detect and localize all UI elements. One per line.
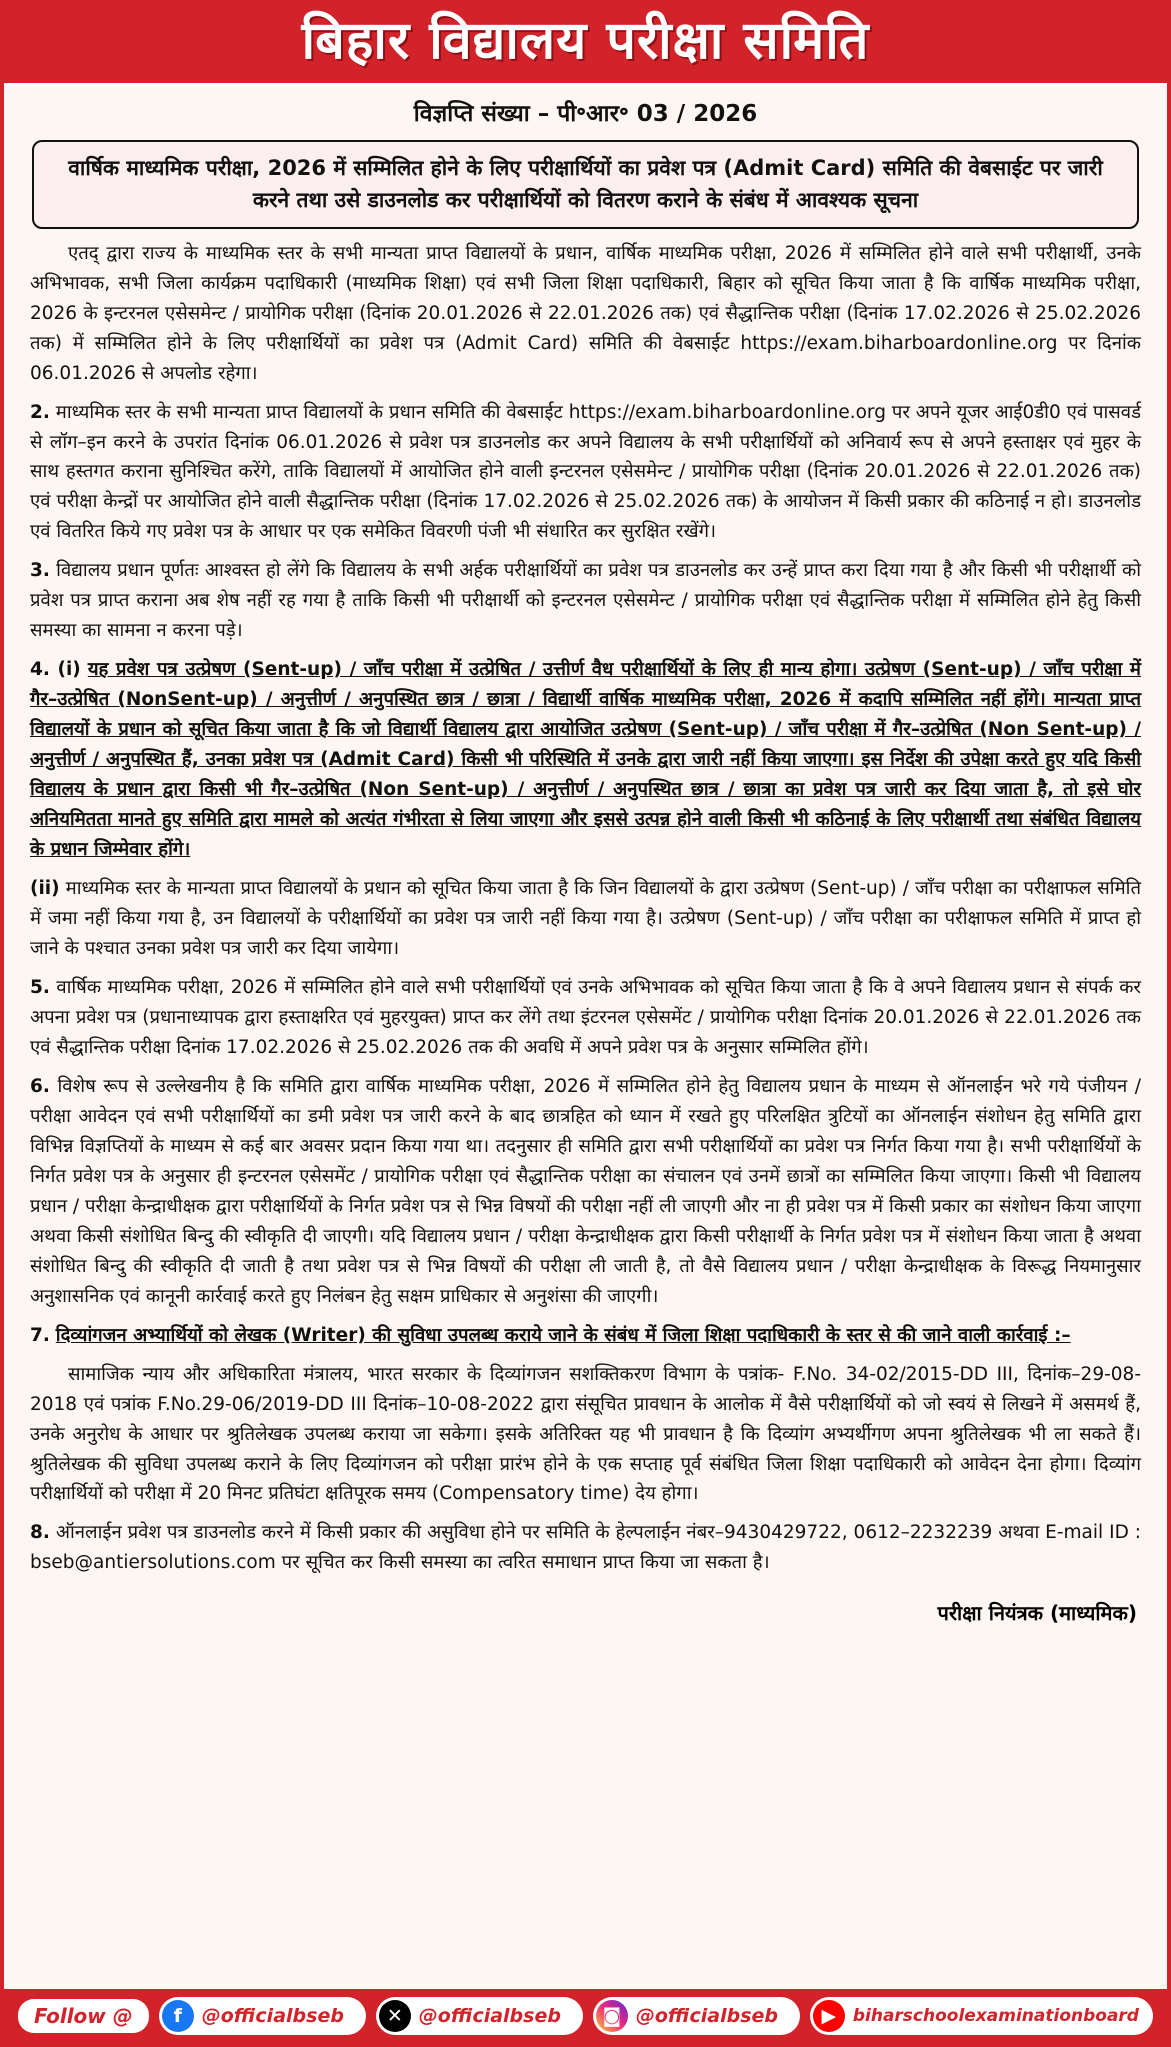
- notice-number: विज्ञप्ति संख्या – पी॰आर॰ 03 / 2026: [413, 100, 758, 127]
- header-banner: [4, 4, 1167, 86]
- paragraph-6-number: 6.: [30, 1075, 50, 1097]
- paragraph-7-text: दिव्यांगजन अभ्यार्थियों को लेखक (Writer) की सुविधा उपलब्ध कराये जाने के संबंध में जिला शिक्षा पदाधिकारी के स्तर से की जाने वाली कार्रवाई :–: [55, 1324, 1071, 1346]
- paragraph-4ii: [30, 874, 1141, 964]
- facebook-handle: @officialbseb: [201, 2005, 344, 2027]
- paragraph-3: [30, 556, 1141, 646]
- paragraph-8-number: 8.: [30, 1522, 50, 1544]
- paragraph-6: [30, 1072, 1141, 1312]
- facebook-icon: f: [162, 2000, 194, 2032]
- paragraph-7-detail: सामाजिक न्याय और अधिकारिता मंत्रालय, भारत सरकार के दिव्यांगजन सशक्तिकरण विभाग के पत्रांक- F.No. 34-02/2015-DD III, दिनांक–29-08-2018 एवं पत्रांक F.No.29-06/2019-DD III दिनांक–10-08-2022 द्वारा संसूचित प्रावधान के आलोक में वैसे परीक्षार्थियों को जो स्वयं से लिखने में असमर्थ हैं, उनके अनुरोध के आधार पर श्रुतिलेखक उपलब्ध कराया जा सकेगा। इसके अतिरिक्त यह भी प्रावधान है कि दिव्यांग अभ्यर्थीगण अपना श्रुतिलेखक भी ला सकते हैं। श्रुतिलेखक की सुविधा उपलब्ध कराने के लिए दिव्यांगजन को परीक्षा प्रारंभ होने के एक सप्ताह पूर्व संबंधित जिला शिक्षा पदाधिकारी को आवेदन देना होगा। दिव्यांग परीक्षार्थियों को परीक्षा में 20 मिनट प्रतिघंटा क्षतिपूरक समय (Compensatory time) देय होगा।: [30, 1363, 1141, 1505]
- youtube-handle: biharschoolexaminationboard: [852, 2006, 1139, 2026]
- paragraph-4-number: 4. (i): [30, 659, 81, 681]
- paragraph-4ii-text: माध्यमिक स्तर के मान्यता प्राप्त विद्यालयों के प्रधान को सूचित किया जाता है कि जिन विद्यालयों के द्वारा उत्प्रेषण (Sent-up) / जाँच परीक्षा का परीक्षाफल समिति में जमा नहीं किया गया है, उन विद्यालयों के परीक्षार्थियों का प्रवेश पत्र जारी नहीं किया गया है। उत्प्रेषण (Sent-up) / जाँच परीक्षा का परीक्षाफल समिति में प्राप्त हो जाने के पश्चात उनका प्रवेश पत्र जारी कर दिया जायेगा।: [30, 878, 1141, 959]
- social-x-twitter[interactable]: [376, 1997, 583, 2035]
- paragraph-2-number: 2.: [30, 401, 50, 423]
- paragraph-6-text: विशेष रूप से उल्लेखनीय है कि समिति द्वारा वार्षिक माध्यमिक परीक्षा, 2026 में सम्मिलित होने हेतु विद्यालय प्रधान के माध्यम से ऑनलाईन भरे गये पंजीयन / परीक्षा आवेदन एवं सभी परीक्षार्थियों का डमी प्रवेश पत्र जारी करने के बाद छात्रहित को ध्यान में रखते हुए परिलक्षित त्रुटियों का ऑनलाईन संशोधन हेतु समिति द्वारा विभिन्न विज्ञप्तियों के माध्यम से कई बार अवसर प्रदान किया गया था। तदनुसार ही समिति द्वारा सभी परीक्षार्थियों का प्रवेश पत्र निर्गत किया गया है। सभी परीक्षार्थियों के निर्गत प्रवेश पत्र के अनुसार ही इन्टरनल एसेसमेंट / प्रायोगिक परीक्षा एवं सैद्धान्तिक परीक्षा का संचालन एवं उनमें छात्रों का सम्मिलित किया जाएगा। किसी भी विद्यालय प्रधान / परीक्षा केन्द्राधीक्षक द्वारा परीक्षार्थियों के निर्गत प्रवेश पत्र से भिन्न विषयों की परीक्षा नहीं ली जाएगी और ना ही प्रवेश पत्र में किसी प्रकार का संशोधन किया जाएगा अथवा किसी संशोधित बिन्दु की स्वीकृति दी जाएगी। यदि विद्यालय प्रधान / परीक्षा केन्द्राधीक्षक द्वारा किसी परीक्षार्थी के निर्गत प्रवेश पत्र में संशोधन किया जाता है अथवा संशोधित बिन्दु की स्वीकृति दी जाती है तथा प्रवेश पत्र से भिन्न विषयों की परीक्षा ली जाती है, तो वैसे विद्यालय प्रधान / परीक्षा केन्द्राधीक्षक के विरूद्ध नियमानुसार अनुशासनिक एवं कानूनी कार्रवाई करते हुए निलंबन हेतु सक्षम प्राधिकार से अनुशंसा की जाएगी।: [30, 1075, 1141, 1307]
- instagram-icon: ◙: [596, 2000, 628, 2032]
- paragraph-8-text: ऑनलाईन प्रवेश पत्र डाउनलोड करने में किसी प्रकार की असुविधा होने पर समिति के हेल्पलाईन नंबर–9430429722, 0612–2232239 अथवा E-mail ID : bseb@antiersolutions.com पर सूचित कर किसी समस्या का त्वरित समाधान प्राप्त किया जा सकता है।: [30, 1522, 1141, 1574]
- social-youtube[interactable]: [810, 1997, 1153, 2035]
- paragraph-2-text: माध्यमिक स्तर के सभी मान्यता प्राप्त विद्यालयों के प्रधान समिति की वेबसाईट https://exam.biharboardonline.org पर अपने यूजर आई0डी0 एवं पासवर्ड से लॉग–इन करने के उपरांत दिनांक 06.01.2026 से प्रवेश पत्र डाउनलोड कर अपने विद्यालय के सभी परीक्षार्थियों को अनिवार्य रूप से अपने हस्ताक्षर एवं मुहर के साथ हस्तगत कराना सुनिश्चित करेंगे, ताकि विद्यालयों में आयोजित होने वाली इन्टरनल एसेसमेन्ट / प्रायोगिक परीक्षा (दिनांक 20.01.2026 से 22.01.2026 तक) एवं परीक्षा केन्द्रों पर आयोजित होने वाली सैद्धान्तिक परीक्षा (दिनांक 17.02.2026 से 25.02.2026 तक) के आयोजन में किसी प्रकार की कठिनाई न हो। डाउनलोड एवं वितरित किये गए प्रवेश पत्र के आधार पर एक समेकित विवरणी पंजी भी संधारित कर सुरक्षित रखेंगे।: [30, 401, 1141, 543]
- notice-body: [4, 239, 1167, 1594]
- paragraph-1: एतद् द्वारा राज्य के माध्यमिक स्तर के सभी मान्यता प्राप्त विद्यालयों के प्रधान, वार्षिक माध्यमिक परीक्षा, 2026 में सम्मिलित होने वाले सभी परीक्षार्थी, उनके अभिभावक, सभी जिला कार्यक्रम पदाधिकारी (माध्यमिक शिक्षा) एवं सभी जिला शिक्षा पदाधिकारी, बिहार को सूचित किया जाता है कि वार्षिक माध्यमिक परीक्षा, 2026 के इन्टरनल एसेसमेन्ट / प्रायोगिक परीक्षा (दिनांक 20.01.2026 से 22.01.2026 तक) एवं सैद्धान्तिक परीक्षा (दिनांक 17.02.2026 से 25.02.2026 तक) में सम्मिलित होने के लिए परीक्षार्थियों का प्रवेश पत्र (Admit Card) समिति की वेबसाईट https://exam.biharboardonline.org पर दिनांक 06.01.2026 से अपलोड रहेगा।: [30, 242, 1142, 384]
- paragraph-2: [30, 398, 1141, 548]
- youtube-icon: ▶: [813, 2000, 845, 2032]
- social-footer: [4, 1989, 1167, 2043]
- instagram-handle: @officialbseb: [635, 2005, 778, 2027]
- x-twitter-handle: @officialbseb: [418, 2005, 561, 2027]
- social-facebook[interactable]: [159, 1997, 366, 2035]
- paragraph-5: [30, 973, 1141, 1063]
- paragraph-4: [30, 655, 1141, 865]
- paragraph-4-text: यह प्रवेश पत्र उत्प्रेषण (Sent-up) / जाँच परीक्षा में उत्प्रेषित / उत्तीर्ण वैध परीक्षार्थियों के लिए ही मान्य होगा। उत्प्रेषण (Sent-up) / जाँच परीक्षा में गैर–उत्प्रेषित (NonSent-up) / अनुत्तीर्ण / अनुपस्थित छात्र / छात्रा / विद्यार्थी वार्षिक माध्यमिक परीक्षा, 2026 में कदापि सम्मिलित नहीं होंगे। मान्यता प्राप्त विद्यालयों के प्रधान को सूचित किया जाता है कि जो विद्यार्थी विद्यालय द्वारा आयोजित उत्प्रेषण (Sent-up) / जाँच परीक्षा में गैर–उत्प्रेषित (Non Sent-up) / अनुत्तीर्ण / अनुपस्थित हैं, उनका प्रवेश पत्र (Admit Card) किसी भी परिस्थिति में उनके द्वारा जारी नहीं किया जाएगा। इस निर्देश की उपेक्षा करते हुए यदि किसी विद्यालय के प्रधान द्वारा किसी भी गैर–उत्प्रेषित (Non Sent-up) / अनुत्तीर्ण / अनुपस्थित छात्र / छात्रा का प्रवेश पत्र जारी कर दिया जाता है, तो इसे घोर अनियमितता मानते हुए समिति द्वारा मामले को अत्यंत गंभीरता से लिया जाएगा और इससे उत्पन्न होने वाली किसी भी कठिनाई के लिए परीक्षार्थी तथा संबंधित विद्यालय के प्रधान जिम्मेवार होंगे।: [30, 659, 1141, 861]
- paragraph-3-text: विद्यालय प्रधान पूर्णतः आश्वस्त हो लेंगे कि विद्यालय के सभी अर्हक परीक्षार्थियों का प्रवेश पत्र डाउनलोड कर उन्हें प्राप्त करा दिया गया है और किसी भी परीक्षार्थी को प्रवेश पत्र प्राप्त कराना अब शेष नहीं रह गया है ताकि किसी भी परीक्षार्थी को इन्टरनल एसेसमेन्ट / प्रायोगिक परीक्षा एवं सैद्धान्तिक परीक्षा में सम्मिलित होने हेतु किसी समस्या का सामना न करना पड़े।: [30, 560, 1141, 642]
- follow-label: Follow @: [18, 1999, 149, 2033]
- paragraph-3-number: 3.: [30, 560, 50, 582]
- paragraph-4ii-number: (ii): [30, 878, 60, 900]
- paragraph-7-number: 7.: [30, 1324, 50, 1346]
- paragraph-5-text: वार्षिक माध्यमिक परीक्षा, 2026 में सम्मिलित होने वाले सभी परीक्षार्थियों एवं उनके अभिभावक को सूचित किया जाता है कि वे अपने विद्यालय प्रधान से संपर्क कर अपना प्रवेश पत्र (प्रधानाध्यापक द्वारा हस्ताक्षरित एवं मुहरयुक्त) प्राप्त कर लेंगे तथा इंटरनल एसेसमेंट / प्रायोगिक परीक्षा दिनांक 20.01.2026 से 22.01.2026 तक एवं सैद्धान्तिक परीक्षा दिनांक 17.02.2026 से 25.02.2026 तक की अवधि में अपने प्रवेश पत्र के अनुसार सम्मिलित होंगे।: [30, 976, 1141, 1058]
- social-instagram[interactable]: [593, 1997, 800, 2035]
- x-twitter-icon: ✕: [379, 2000, 411, 2032]
- signature-line: परीक्षा नियंत्रक (माध्यमिक): [937, 1601, 1137, 1626]
- footer-spacer: [4, 1644, 1167, 1714]
- paragraph-5-number: 5.: [30, 976, 50, 998]
- paragraph-7: [30, 1321, 1141, 1351]
- paragraph-8: [30, 1518, 1141, 1578]
- board-title: बिहार विद्यालय परीक्षा समिति: [301, 11, 870, 71]
- subject-box: वार्षिक माध्यमिक परीक्षा, 2026 में सम्मिलित होने के लिए परीक्षार्थियों का प्रवेश पत्र (Admit Card) समिति की वेबसाईट पर जारी करने तथा उसे डाउनलोड कर परीक्षार्थियों को वितरण कराने के संबंध में आवश्यक सूचना: [32, 140, 1139, 229]
